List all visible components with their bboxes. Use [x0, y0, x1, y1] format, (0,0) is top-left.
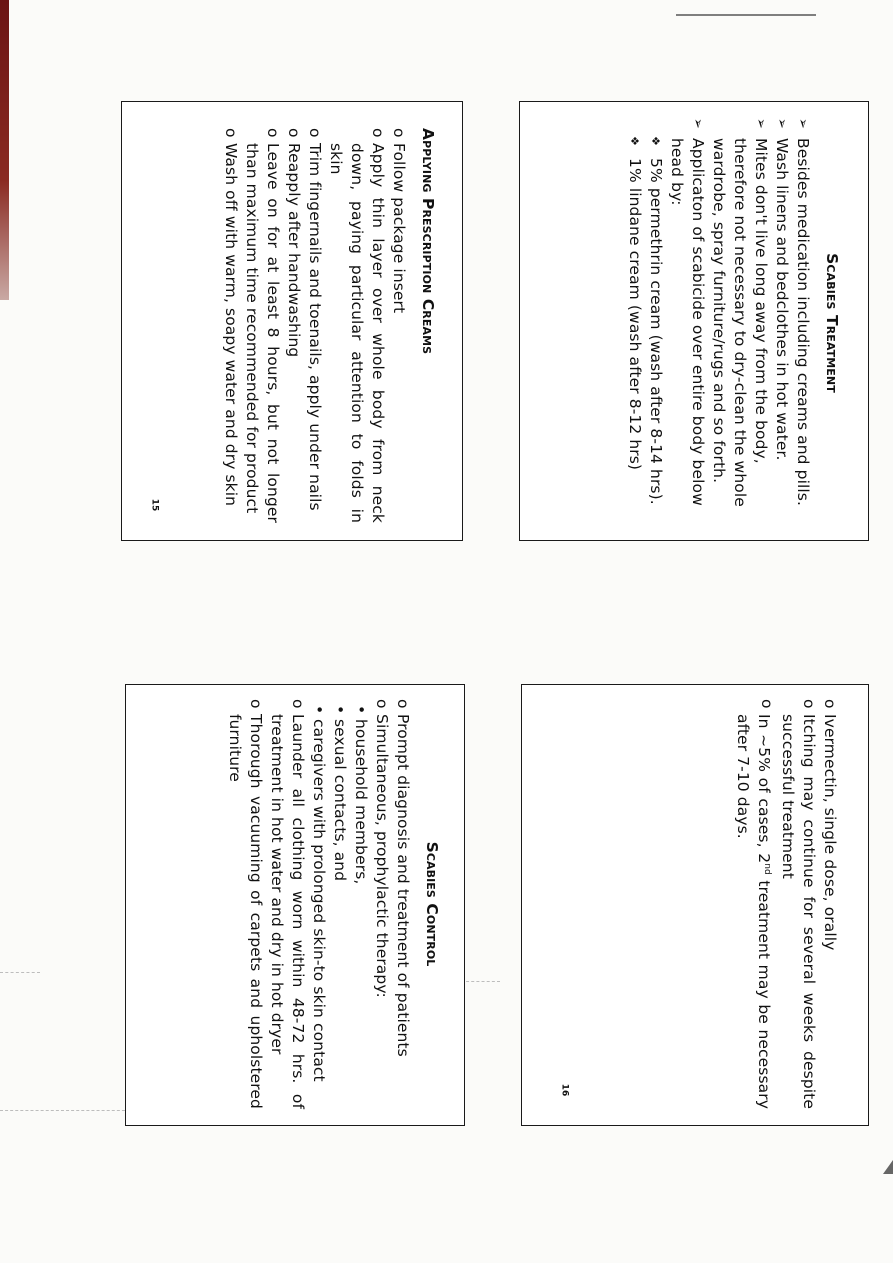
sub-list-item: • sexual contacts, and [329, 699, 350, 1109]
list-item: o Launder all clothing worn within 48-72 hrs. of treatment in hot water and dry in hot dryer [266, 699, 308, 1109]
slide-scabies-control [125, 684, 465, 1126]
slide-heading: Scabies Control [423, 841, 441, 967]
scan-mark [0, 972, 40, 974]
list-item: ➢ Applicaton of scabicide over entire body below head by: [666, 118, 708, 528]
list-item: o Thorough vacuuming of carpets and upholstered furniture [224, 699, 266, 1109]
list-item [732, 699, 777, 1109]
slide-applying-prescription-creams [121, 101, 463, 541]
page-number: 16 [559, 1083, 570, 1097]
slide-content [624, 118, 842, 528]
page-number: 15 [149, 498, 160, 512]
sub-list-item: ❖ 1% lindane cream (wash after 8-12 hrs) [624, 118, 645, 528]
page-edge-shadow [0, 0, 9, 300]
page-corner-mark [883, 1160, 893, 1174]
list-item: o Trim fingernails and toenails, apply under nails [304, 128, 325, 523]
list-item: o Itching may continue for several weeks despite successful treatment [777, 699, 819, 1109]
bullet-list [624, 118, 813, 528]
slide-heading: Applying Prescription Creams [419, 128, 437, 355]
list-item: o Prompt diagnosis and treatment of patients [392, 699, 413, 1109]
list-item: ➢ Wash linens and bedclothes in hot water. [771, 118, 792, 528]
item-text: In ~5% of cases, 2 [754, 714, 773, 864]
list-item: o Apply thin layer over whole body from neck down, paying particular attention to folds in skin [325, 128, 388, 523]
list-item: o Follow package insert [388, 128, 409, 523]
scan-mark [0, 1110, 130, 1112]
sub-list-item: • household members, [350, 699, 371, 1109]
sub-list-item: ❖ 5% permethrin cream (wash after 8-14 hrs). [645, 118, 666, 528]
slide-content [220, 128, 438, 523]
list-item: o Wash off with warm, soapy water and dry skin [220, 128, 241, 523]
top-rule-mark [676, 14, 816, 16]
list-item: o Simultaneous, prophylactic therapy: [371, 699, 392, 1109]
slide-scabies-treatment [519, 101, 869, 541]
list-item: ➢ Besides medication including creams and pills. [792, 118, 813, 528]
ordinal-suffix: nd [762, 863, 772, 875]
slide-content [224, 699, 442, 1109]
slide-heading: Scabies Treatment [823, 253, 841, 393]
slide-content [732, 699, 840, 1109]
list-item: ➢ Mites don't live long away from the body, therefore not necessary to dry-clean the whole wardrobe, spray furniture/rugs and so forth. [708, 118, 771, 528]
bullet-list [220, 128, 409, 523]
bullet-list [732, 699, 840, 1109]
item-text: treatment may be necessary after 7-10 days. [733, 714, 773, 1109]
list-item: o Ivermectin, single dose, orally [819, 699, 840, 1109]
list-item: o Leave on for at least 8 hours, but not longer than maximum time recommended for product [241, 128, 283, 523]
slide-ivermectin [521, 684, 869, 1126]
bullet-list [224, 699, 413, 1109]
sub-list-item: • caregivers with prolonged skin-to skin contact [308, 699, 329, 1109]
list-item: o Reapply after handwashing [283, 128, 304, 523]
